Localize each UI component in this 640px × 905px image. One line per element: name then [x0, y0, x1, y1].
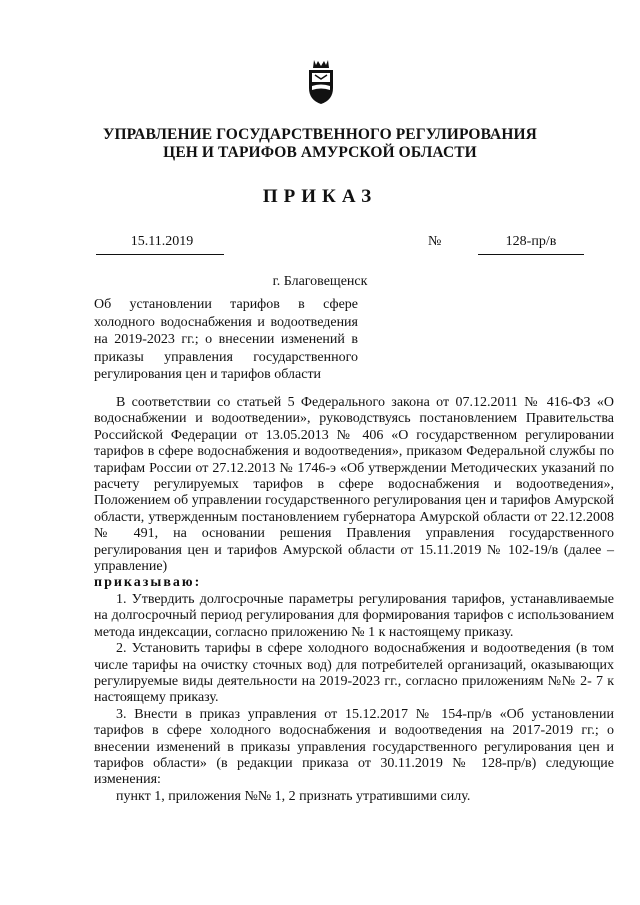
order-item-2: 2. Установить тарифы в сфере холодного водоснабжения и водоотведения (в том числе тарифы на очистку сточных вод) для потребителей организаций, оказывающих регулируемые виды деятельности на 2019-2023 гг., согласно приложениям №№ 2- 7 к настоящему приказу. — [94, 641, 614, 706]
order-item-1: 1. Утвердить долгосрочные параметры регулирования тарифов, устанавливаемые на долгосрочный период регулирования для формирования тарифов с использованием метода индексации, согласно приложению № 1 к настоящему приказу. — [94, 591, 614, 640]
organization-title-line2: ЦЕН И ТАРИФОВ АМУРСКОЙ ОБЛАСТИ — [163, 144, 477, 161]
order-body — [94, 395, 614, 805]
order-subject: Об установлении тарифов в сфере холодного водоснабжения и водоотведения на 2019-2023 гг.; о внесении изменений в приказы управления государственного регулирования цен и тарифов области — [94, 297, 358, 382]
order-date: 15.11.2019 — [130, 234, 194, 249]
organization-title — [0, 126, 640, 162]
order-sub-item: пункт 1, приложения №№ 1, 2 признать утратившими силу. — [116, 788, 471, 804]
order-date-field — [96, 234, 224, 255]
organization-title-line1: УПРАВЛЕНИЕ ГОСУДАРСТВЕННОГО РЕГУЛИРОВАНИЯ — [103, 126, 537, 143]
order-item-3: 3. Внести в приказ управления от 15.12.2017 № 154-пр/в «Об установлении тарифов в сфере холодного водоснабжения и водоотведения на 2017-2019 гг.; о внесении изменений в приказы управления государственного регулирования цен и тарифов области» (в редакции приказа от 30.11.2019 № 128-пр/в) следующие изменения: — [94, 706, 614, 788]
order-command-word: приказываю: — [94, 575, 202, 591]
preamble-paragraph: В соответствии со статьей 5 Федерального закона от 07.12.2011 № 416-ФЗ «О водоснабжении и водоотведении», руководствуясь постановлением Правительства Российской Федерации от 13.05.2013 № 406 «О государственном регулировании тарифов в сфере водоснабжения и водоотведения», приказом Федеральной службы по тарифам России от 27.12.2013 № 1746-э «Об утверждении Методических указаний по расчету регулируемых тарифов в сфере водоснабжения и водоотведения», Положением об управлении государственного регулирования цен и тарифов Амурской области, утвержденным постановлением губернатора Амурской области от 22.12.2008 № 491, на основании решения Правления управления государственного регулирования цен и тарифов Амурской области от 15.11.2019 № 102-19/в (далее – управление) — [94, 395, 614, 575]
order-number-field — [478, 234, 584, 255]
coat-of-arms-emblem — [303, 58, 339, 106]
order-number: 128-пр/в — [505, 234, 557, 249]
order-number-label: № — [428, 234, 442, 249]
city-line: г. Благовещенск — [272, 274, 368, 289]
document-type-title: ПРИКАЗ — [262, 186, 378, 207]
